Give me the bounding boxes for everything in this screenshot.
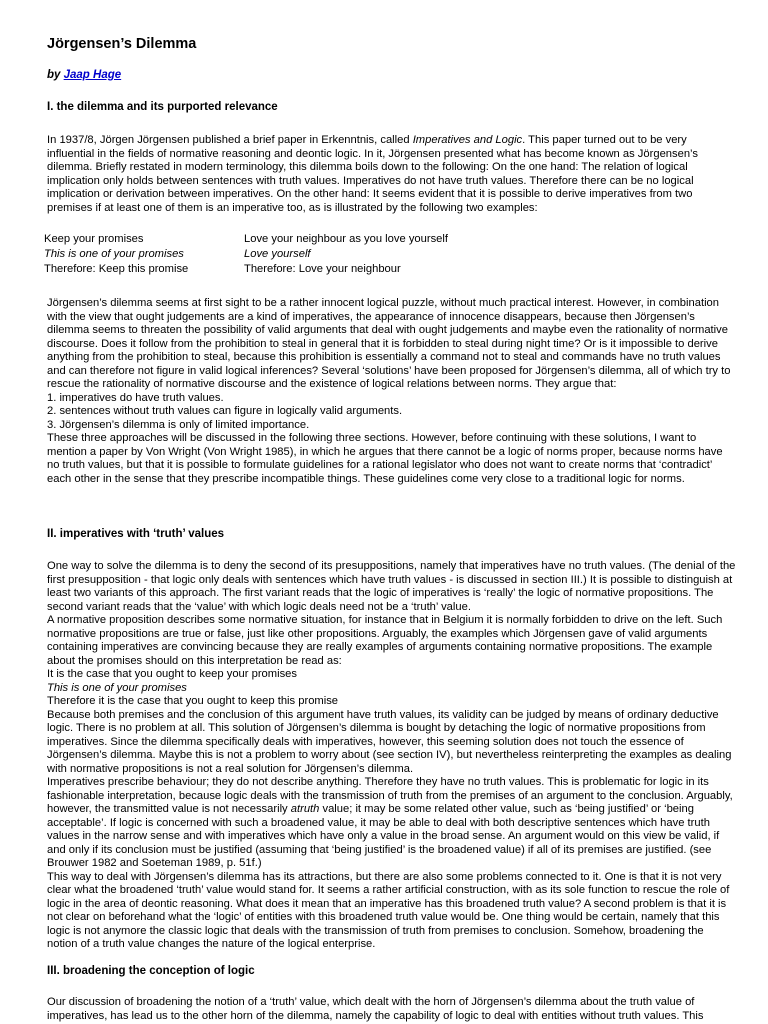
- example-row: [44, 232, 544, 247]
- example-left: Keep your promises: [44, 233, 144, 245]
- paragraph-text: . This paper turned out to be very influential in the fields of normative reasoning and deontic logic. In it, Jörgensen presented what has become known as Jörgensen’s dilemma. Briefly restated in modern terminology, this dilemma boils down to the following: On the one hand: The relation of logical implication only holds between sentences with truth values. Imperatives do not have truth values. Therefore there can be no logical implication or derivation between imperatives. On the other hand: It seems evident that it is possible to derive imperatives from two premises if at least one of them is an imperative too, as is illustrated by the following two examples:: [47, 134, 698, 214]
- paragraph: This way to deal with Jörgensen’s dilemma has its attractions, but there are also some problems connected to it. One is that it is not very clear what the broadened ‘truth’ value would stand for. It seems a rather artificial construction, with as its sole function to rescue the role of logic in the area of deontic reasoning. What does it mean that an imperative has this broadened truth value? A second problem is that it is not clear on beforehand what the ‘logic’ of entities with this broadened truth value would be. One thing would be certain, namely that this logic is not anymore the classic logic that deals with the transmission of truth from premises to conclusion. Somehow, broadening the notion of a truth value changes the nature of the logical enterprise.: [47, 870, 730, 950]
- paragraph-text: value; it may be some related other value, such as ‘being justified’ or ‘being acceptable’. If logic is concerned with such a broadened value, it may be able to deal with both descriptive sentences which have truth values in the narrow sense and with imperatives which have only a value in the broad sense. An argument would on this view be valid, if and only if its conclusion must be justified (assuming that ‘being justified’ is the broadened value) if all of its premises are justified. (see Brouwer 1982 and Soeteman 1989, p. 51f.): [47, 803, 720, 869]
- paragraph-text: Imperatives prescribe behaviour; they do not describe anything. Therefore they have no truth values. This is problematic for logic in its fashionable interpretation, because logic deals with the transmission of truth from the premises of an argument to the conclusion. Arguably, however, the transmitted value is not necessarily: [47, 776, 733, 815]
- section-heading-2: II. imperatives with ‘truth’ values: [47, 528, 225, 540]
- example-right: Love yourself: [244, 248, 311, 260]
- example-row: [44, 247, 544, 262]
- paragraph: [47, 776, 737, 871]
- paragraph: Jörgensen’s dilemma seems at first sight to be a rather innocent logical puzzle, without much practical interest. However, in combination with the view that ought judgements are a kind of imperatives, the appearance of innocence disappears, because then Jörgensen’s dilemma seems to threaten the possibility of valid arguments that deal with ought judgements and maybe even the rationality of normative discourse. Does it follow from the prohibition to steal in general that it is forbidden to steal during night time? Or is it impossible to derive anything from the prohibition to steal, because this prohibition is essentially a command not to steal and commands have no truth values and can therefore not figure in valid logical inferences? Several ‘solutions’ have been proposed for Jörgensen’s dilemma, all of which try to rescue the rationality of normative discourse and the existence of logical relations between norms. They argue that:: [47, 297, 731, 390]
- byline-prefix: by: [47, 69, 64, 81]
- section-heading-1: I. the dilemma and its purported relevance: [47, 101, 278, 113]
- example-left: This is one of your promises: [44, 248, 184, 260]
- example-line: It is the case that you ought to keep your promises: [47, 668, 297, 680]
- section-heading-3: III. broadening the conception of logic: [47, 965, 255, 977]
- paragraph: These three approaches will be discussed in the following three sections. However, before continuing with these solutions, I want to mention a paper by Von Wright (Von Wright 1985), in which he argues that there cannot be a logic of norms proper, because norms have no truth values, but that it is possible to formulate guidelines for a rational legislator who does not want to create norms that ‘contradict’ each other in the sense that they prescribe incompatible things. These guidelines come very close to a traditional logic for norms.: [47, 432, 723, 485]
- byline: [47, 69, 121, 81]
- example-line: Therefore it is the case that you ought to keep this promise: [47, 695, 339, 707]
- paragraph: Because both premises and the conclusion of this argument have truth values, its validity can be judged by means of ordinary deductive logic. There is no problem at all. This solution of Jörgensen’s dilemma is bought by detaching the logic of normative propositions from imperatives. Since the dilemma specifically deals with imperatives, however, this seeming solution does not touch the essence of Jörgensen’s dilemma. Maybe this is not a problem to worry about (see section IV), but nevertheless reinterpreting the examples as dealing with normative propositions is not a real solution for Jörgensen’s dilemma.: [47, 708, 732, 775]
- paragraph-block: [47, 560, 737, 952]
- emphasis-word: atruth: [290, 803, 320, 815]
- example-line: This is one of your promises: [47, 681, 187, 694]
- list-item: 1. imperatives do have truth values.: [47, 391, 224, 404]
- paragraph: [47, 134, 737, 215]
- author-link[interactable]: Jaap Hage: [63, 69, 122, 81]
- paragraph: A normative proposition describes some normative situation, for instance that in Belgium it is normally forbidden to drive on the left. Such normative propositions are true or false, just like other propositions. Arguably, the examples which Jörgensen gave of valid arguments containing imperatives are convincing because they are really examples of arguments containing normative propositions. The example about the promises should on this interpretation be read as:: [47, 614, 723, 667]
- emphasis-title: Imperatives and Logic: [412, 134, 523, 146]
- paragraph: Our discussion of broadening the notion of a ‘truth’ value, which dealt with the horn of Jörgensen’s dilemma about the truth value of imperatives, has lead us to the other horn of the dilemma, namely the capability of logic to deal with entities without truth values. This: [47, 996, 704, 1022]
- list-item: 2. sentences without truth values can figure in logically valid arguments.: [47, 405, 403, 417]
- paragraph-block: [47, 297, 737, 486]
- example-table: [44, 232, 544, 277]
- list-item: 3. Jörgensen’s dilemma is only of limited importance.: [47, 418, 310, 431]
- paragraph: One way to solve the dilemma is to deny the second of its presuppositions, namely that imperatives have no truth values. (The denial of the first presupposition - that logic only deals with sentences which have truth values - is discussed in section III.) It is possible to distinguish at least two variants of this approach. The first variant reads that the logic of imperatives is ‘really’ the logic of normative propositions. The second variant reads that the ‘value’ with which logic deals need not be a ‘truth’ value.: [47, 560, 736, 613]
- page-title: Jörgensen’s Dilemma: [47, 36, 197, 52]
- example-right: Love your neighbour as you love yourself: [244, 233, 448, 245]
- example-row: [44, 262, 544, 277]
- paragraph-text: In 1937/8, Jörgen Jörgensen published a brief paper in Erkenntnis, called: [47, 134, 413, 146]
- example-left: Therefore: Keep this promise: [44, 263, 189, 275]
- example-right: Therefore: Love your neighbour: [244, 263, 401, 275]
